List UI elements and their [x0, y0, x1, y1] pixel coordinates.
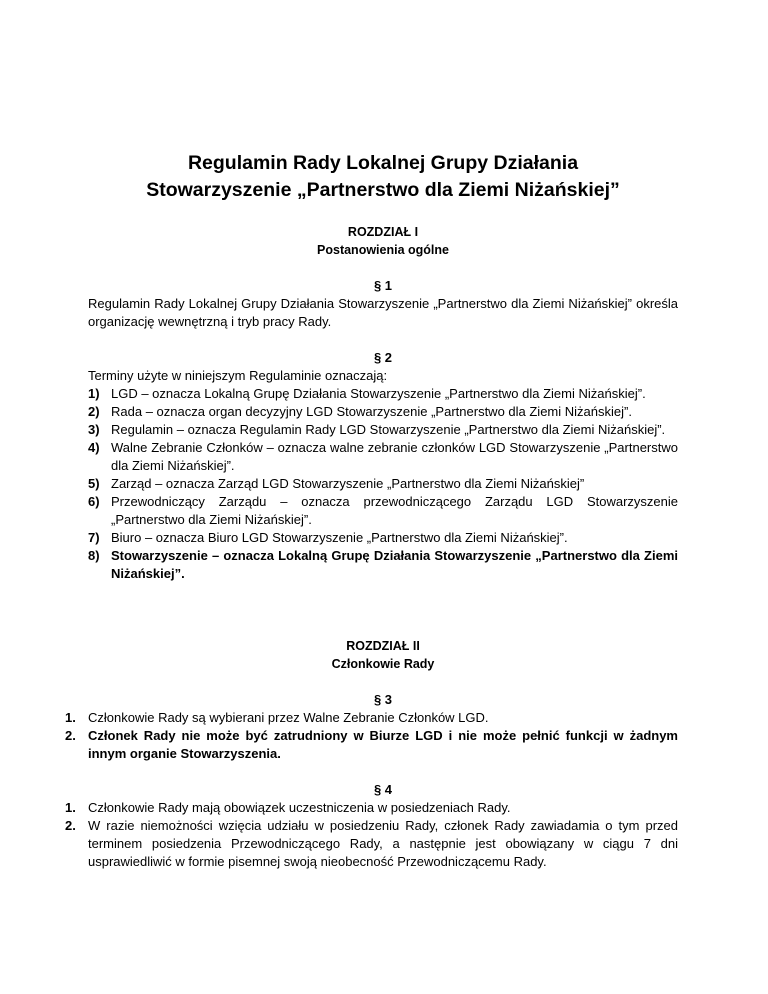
list-item — [65, 727, 678, 763]
paragraph-1-number: § 1 — [373, 278, 393, 293]
list-item-number: 7) — [88, 530, 100, 545]
list-item-text: Członkowie Rady mają obowiązek uczestniczenia w posiedzeniach Rady. — [88, 800, 511, 815]
list-item-number: 3) — [88, 422, 100, 437]
list-item-number: 2. — [65, 728, 76, 743]
list-item-text: Przewodniczący Zarządu – oznacza przewodniczącego Zarządu LGD Stowarzyszenie „Partnerstwo dla Ziemi Niżańskiej”. — [111, 494, 678, 527]
document-title-line2: Stowarzyszenie „Partnerstwo dla Ziemi Niżańskiej” — [146, 179, 620, 201]
list-item — [65, 817, 678, 871]
paragraph-2-number: § 2 — [373, 350, 393, 365]
document-page — [65, 150, 678, 871]
list-item-number: 5) — [88, 476, 100, 491]
list-item-text: LGD – oznacza Lokalną Grupę Działania Stowarzyszenie „Partnerstwo dla Ziemi Niżańskiej”. — [111, 386, 646, 401]
definitions-list — [88, 385, 678, 583]
list-item — [88, 385, 678, 403]
list-item — [88, 421, 678, 439]
paragraph-1-text: Regulamin Rady Lokalnej Grupy Działania Stowarzyszenie „Partnerstwo dla Ziemi Niżańskiej” określa organizację wewnętrzną i tryb pracy Rady. — [88, 296, 678, 329]
list-item-text: Biuro – oznacza Biuro LGD Stowarzyszenie „Partnerstwo dla Ziemi Niżańskiej”. — [111, 530, 568, 545]
chapter-2-label: ROZDZIAŁ II — [346, 639, 420, 653]
list-item-text: Stowarzyszenie – oznacza Lokalną Grupę Działania Stowarzyszenie „Partnerstwo dla Ziemi Niżańskiej”. — [111, 548, 678, 581]
list-item-text: Zarząd – oznacza Zarząd LGD Stowarzyszenie „Partnerstwo dla Ziemi Niżańskiej” — [111, 476, 585, 491]
list-item — [88, 475, 678, 493]
paragraph-3-number: § 3 — [373, 692, 393, 707]
paragraph-3-list — [65, 709, 678, 763]
list-item-text: Walne Zebranie Członków – oznacza walne zebranie członków LGD Stowarzyszenie „Partnerstwo dla Ziemi Niżańskiej”. — [111, 440, 678, 473]
list-item-number: 6) — [88, 494, 100, 509]
list-item-number: 2) — [88, 404, 100, 419]
list-item-text: Regulamin – oznacza Regulamin Rady LGD Stowarzyszenie „Partnerstwo dla Ziemi Niżańskiej”. — [111, 422, 666, 437]
list-item-text: Członkowie Rady są wybierani przez Walne Zebranie Członków LGD. — [88, 710, 489, 725]
chapter-1-title: Postanowienia ogólne — [317, 243, 449, 257]
list-item-number: 1. — [65, 710, 76, 725]
list-item-text: Rada – oznacza organ decyzyjny LGD Stowarzyszenie „Partnerstwo dla Ziemi Niżańskiej”. — [111, 404, 632, 419]
list-item-number: 4) — [88, 440, 100, 455]
paragraph-4-number: § 4 — [373, 782, 393, 797]
list-item — [65, 709, 678, 727]
paragraph-2-intro: Terminy użyte w niniejszym Regulaminie oznaczają: — [88, 368, 388, 383]
list-item — [88, 439, 678, 475]
document-title-line1: Regulamin Rady Lokalnej Grupy Działania — [187, 152, 579, 174]
list-item-text: Członek Rady nie może być zatrudniony w Biurze LGD i nie może pełnić funkcji w żadnym innym organie Stowarzyszenia. — [88, 728, 678, 761]
list-item — [88, 403, 678, 421]
list-item-number: 1) — [88, 386, 100, 401]
list-item — [65, 799, 678, 817]
paragraph-4-list — [65, 799, 678, 871]
list-item — [88, 493, 678, 529]
list-item-number: 1. — [65, 800, 76, 815]
chapter-2-title: Członkowie Rady — [331, 657, 435, 671]
list-item-text: W razie niemożności wzięcia udziału w posiedzeniu Rady, członek Rady zawiadamia o tym przed terminem posiedzenia Przewodniczącego Rady, a następnie jest obowiązany w ciągu 7 dni usprawiedliwić w formie pisemnej swoją nieobecność Przewodniczącemu Rady. — [88, 818, 678, 869]
list-item — [88, 529, 678, 547]
list-item — [88, 547, 678, 583]
list-item-number: 8) — [88, 548, 100, 563]
list-item-number: 2. — [65, 818, 76, 833]
document-title — [88, 150, 678, 204]
chapter-1-label: ROZDZIAŁ I — [347, 225, 419, 239]
